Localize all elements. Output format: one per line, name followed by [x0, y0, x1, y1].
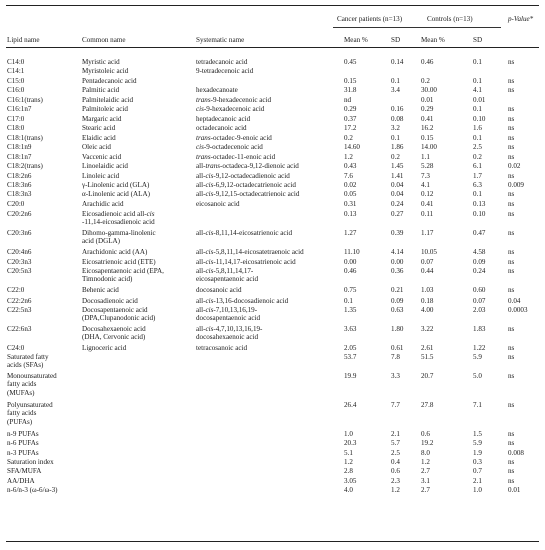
pvalue-cell: ns [508, 134, 515, 142]
common-name-cell: Oleic acid [82, 143, 111, 151]
cancer-sd-cell: 4.14 [391, 248, 404, 256]
pvalue-cell: ns [508, 190, 515, 198]
systematic-name-cell: trans-octadec-11-enoic acid [196, 153, 276, 161]
control-sd-cell: 0.10 [473, 115, 486, 123]
control-mean-cell: 0.46 [421, 58, 434, 66]
cancer-mean-cell: 7.6 [344, 172, 353, 180]
group-header-cancer: Cancer patients (n=13) [337, 15, 403, 23]
control-sd-cell: 0.60 [473, 286, 486, 294]
systematic-name-cell: eicosanoic acid [196, 200, 240, 208]
summary-label-cell: n-6 PUFAs [7, 439, 39, 447]
control-mean-cell: 8.0 [421, 449, 430, 457]
lipid-name-cell: C22:5n3 [7, 306, 32, 314]
header-pvalue: p-Value* [508, 15, 534, 23]
cancer-mean-cell: 1.2 [344, 458, 353, 466]
lipid-name-cell: C18:3n3 [7, 190, 32, 198]
summary-label-cell: Saturated fatty acids (SFAs) [7, 353, 49, 370]
pvalue-cell: ns [508, 229, 515, 237]
common-name-cell: Stearic acid [82, 124, 116, 132]
cancer-sd-cell: 1.2 [391, 486, 400, 494]
lipid-name-cell: C20:3n3 [7, 258, 32, 266]
pvalue-cell: 0.04 [508, 297, 521, 305]
cancer-mean-cell: 0.29 [344, 105, 357, 113]
control-sd-cell: 0.1 [473, 77, 482, 85]
cancer-sd-cell: 1.45 [391, 162, 404, 170]
summary-label-cell: SFA/MUFA [7, 467, 42, 475]
cancer-mean-cell: 3.05 [344, 477, 357, 485]
common-name-cell: Vaccenic acid [82, 153, 122, 161]
cancer-sd-cell: 0.63 [391, 306, 404, 314]
control-sd-cell: 1.22 [473, 344, 486, 352]
control-mean-cell: 2.7 [421, 486, 430, 494]
cancer-mean-cell: 0.2 [344, 134, 353, 142]
pvalue-cell: ns [508, 430, 515, 438]
cancer-mean-cell: 20.3 [344, 439, 357, 447]
pvalue-cell: ns [508, 325, 515, 333]
control-sd-cell: 0.10 [473, 210, 486, 218]
cancer-sd-cell: 3.4 [391, 86, 400, 94]
control-sd-cell: 1.0 [473, 486, 482, 494]
pvalue-cell: ns [508, 172, 515, 180]
header-rule [6, 47, 539, 48]
cancer-mean-cell: 1.27 [344, 229, 357, 237]
pvalue-cell: 0.0003 [508, 306, 528, 314]
pvalue-cell: ns [508, 439, 515, 447]
cancer-sd-cell: 0.36 [391, 267, 404, 275]
systematic-name-cell: all-cis-4,7,10,13,16,19- docosahexaenoic acid [196, 325, 263, 342]
control-sd-cell: 5.9 [473, 353, 482, 361]
cancer-mean-cell: 53.7 [344, 353, 357, 361]
lipid-name-cell: C16:1(trans) [7, 96, 43, 104]
lipid-name-cell: C15:0 [7, 77, 25, 85]
pvalue-cell: ns [508, 58, 515, 66]
common-name-cell: Arachidic acid [82, 200, 124, 208]
control-sd-cell: 2.03 [473, 306, 486, 314]
cancer-sd-cell: 0.1 [391, 77, 400, 85]
lipid-name-cell: C14:1 [7, 67, 25, 75]
control-mean-cell: 2.61 [421, 344, 434, 352]
cancer-mean-cell: 0.1 [344, 297, 353, 305]
header-cancer-sd: SD [391, 36, 401, 44]
systematic-name-cell: cis-9-hexadecenoic acid [196, 105, 265, 113]
pvalue-cell: ns [508, 200, 515, 208]
control-mean-cell: 0.41 [421, 115, 434, 123]
cancer-mean-cell: 0.37 [344, 115, 357, 123]
cancer-sd-cell: 0.6 [391, 467, 400, 475]
pvalue-cell: ns [508, 210, 515, 218]
cancer-sd-cell: 0.08 [391, 115, 404, 123]
systematic-name-cell: all-cis-5,8,11,14,17- eicosapentaenoic acid [196, 267, 259, 284]
control-sd-cell: 0.09 [473, 258, 486, 266]
pvalue-cell: ns [508, 115, 515, 123]
header-common-name: Common name [82, 36, 126, 44]
control-sd-cell: 0.47 [473, 229, 486, 237]
cancer-sd-cell: 0.14 [391, 58, 404, 66]
cancer-mean-cell: 0.43 [344, 162, 357, 170]
cancer-mean-cell: 2.8 [344, 467, 353, 475]
cancer-sd-cell: 1.80 [391, 325, 404, 333]
control-mean-cell: 10.05 [421, 248, 437, 256]
control-sd-cell: 1.83 [473, 325, 486, 333]
lipid-name-cell: C18:2n6 [7, 172, 32, 180]
control-mean-cell: 4.1 [421, 181, 430, 189]
pvalue-cell: ns [508, 286, 515, 294]
common-name-cell: Palmitic acid [82, 86, 120, 94]
control-sd-cell: 5.0 [473, 372, 482, 380]
cancer-sd-cell: 0.1 [391, 134, 400, 142]
systematic-name-cell: heptadecanoic acid [196, 115, 251, 123]
control-sd-cell: 0.2 [473, 153, 482, 161]
lipid-name-cell: C20:5n3 [7, 267, 32, 275]
cancer-mean-cell: 14.60 [344, 143, 360, 151]
control-sd-cell: 0.7 [473, 467, 482, 475]
cancer-mean-cell: 0.46 [344, 267, 357, 275]
control-sd-cell: 0.3 [473, 458, 482, 466]
cancer-mean-cell: 0.02 [344, 181, 357, 189]
systematic-name-cell: docosanoic acid [196, 286, 242, 294]
cancer-sd-cell: 0.00 [391, 258, 404, 266]
common-name-cell: Pentadecanoic acid [82, 77, 137, 85]
control-mean-cell: 0.6 [421, 430, 430, 438]
control-mean-cell: 1.1 [421, 153, 430, 161]
cancer-sd-cell: 5.7 [391, 439, 400, 447]
lipid-name-cell: C22:6n3 [7, 325, 32, 333]
pvalue-cell: ns [508, 353, 515, 361]
lipid-name-cell: C18:1n9 [7, 143, 32, 151]
common-name-cell: α-Linolenic acid (ALA) [82, 190, 150, 198]
control-mean-cell: 1.2 [421, 458, 430, 466]
pvalue-cell: ns [508, 372, 515, 380]
control-sd-cell: 0.01 [473, 96, 486, 104]
cancer-mean-cell: 11.10 [344, 248, 360, 256]
common-name-cell: Elaidic acid [82, 134, 116, 142]
common-name-cell: Myristoleic acid [82, 67, 129, 75]
control-sd-cell: 6.3 [473, 181, 482, 189]
control-sd-cell: 6.1 [473, 162, 482, 170]
control-sd-cell: 4.1 [473, 86, 482, 94]
cancer-mean-cell: 3.63 [344, 325, 357, 333]
systematic-name-cell: all-cis-7,10,13,16,19- docosapentaenoic acid [196, 306, 261, 323]
lipid-name-cell: C22:2n6 [7, 297, 32, 305]
control-mean-cell: 51.5 [421, 353, 434, 361]
systematic-name-cell: 9-tetradecenoic acid [196, 67, 254, 75]
control-mean-cell: 19.2 [421, 439, 434, 447]
control-sd-cell: 0.1 [473, 190, 482, 198]
control-sd-cell: 4.58 [473, 248, 486, 256]
systematic-name-cell: octadecanoic acid [196, 124, 247, 132]
pvalue-cell: ns [508, 105, 515, 113]
top-rule [6, 5, 539, 6]
control-mean-cell: 0.12 [421, 190, 434, 198]
cancer-mean-cell: 4.0 [344, 486, 353, 494]
cancer-sd-cell: 2.3 [391, 477, 400, 485]
cancer-sd-cell: 0.16 [391, 105, 404, 113]
lipid-name-cell: C20:4n6 [7, 248, 32, 256]
control-sd-cell: 7.1 [473, 401, 482, 409]
summary-label-cell: AA/DHA [7, 477, 35, 485]
cancer-mean-cell: 17.2 [344, 124, 357, 132]
systematic-name-cell: tetracosanoic acid [196, 344, 248, 352]
common-name-cell: Myristic acid [82, 58, 120, 66]
header-control-sd: SD [473, 36, 483, 44]
pvalue-cell: ns [508, 124, 515, 132]
systematic-name-cell: all-cis-11,14,17-eicosatrienoic acid [196, 258, 296, 266]
cancer-mean-cell: 1.0 [344, 430, 353, 438]
lipid-name-cell: C18:2(trans) [7, 162, 43, 170]
header-systematic-name: Systematic name [196, 36, 245, 44]
cancer-sd-cell: 0.4 [391, 458, 400, 466]
cancer-mean-cell: 2.05 [344, 344, 357, 352]
cancer-sd-cell: 0.09 [391, 297, 404, 305]
cancer-mean-cell: 19.9 [344, 372, 357, 380]
common-name-cell: γ-Linolenic acid (GLA) [82, 181, 150, 189]
control-mean-cell: 0.2 [421, 77, 430, 85]
header-lipid-name: Lipid name [7, 36, 40, 44]
systematic-name-cell: all-cis-8,11,14-eicosatrienoic acid [196, 229, 293, 237]
cancer-sd-cell: 2.1 [391, 430, 400, 438]
pvalue-cell: ns [508, 77, 515, 85]
cancer-mean-cell: 1.35 [344, 306, 357, 314]
summary-label-cell: n-3 PUFAs [7, 449, 39, 457]
cancer-sd-cell: 0.04 [391, 181, 404, 189]
systematic-name-cell: all-trans-octadeca-9,12-dienoic acid [196, 162, 299, 170]
pvalue-cell: 0.01 [508, 486, 521, 494]
control-sd-cell: 0.1 [473, 58, 482, 66]
control-mean-cell: 0.29 [421, 105, 434, 113]
control-sd-cell: 0.1 [473, 105, 482, 113]
cancer-mean-cell: 1.2 [344, 153, 353, 161]
systematic-name-cell: trans-octadec-9-enoic acid [196, 134, 272, 142]
control-sd-cell: 0.24 [473, 267, 486, 275]
lipid-name-cell: C20:0 [7, 200, 25, 208]
cancer-mean-cell: 0.05 [344, 190, 357, 198]
control-sd-cell: 0.1 [473, 134, 482, 142]
common-name-cell: Eicosadienoic acid all-cis -11,14-eicosadienoic acid [82, 210, 155, 227]
control-mean-cell: 14.00 [421, 143, 437, 151]
cancer-mean-cell: 0.31 [344, 200, 357, 208]
systematic-name-cell: all-cis-9,12,15-octadecatrienoic acid [196, 190, 300, 198]
common-name-cell: Lignoceric acid [82, 344, 127, 352]
lipid-name-cell: C18:3n6 [7, 181, 32, 189]
pvalue-cell: ns [508, 267, 515, 275]
cancer-sd-cell: 3.3 [391, 372, 400, 380]
control-group-rule [418, 27, 501, 28]
cancer-sd-cell: 1.41 [391, 172, 404, 180]
common-name-cell: Palmitoleic acid [82, 105, 128, 113]
lipid-name-cell: C18:1(trans) [7, 134, 43, 142]
control-sd-cell: 5.9 [473, 439, 482, 447]
pvalue-cell: ns [508, 248, 515, 256]
pvalue-cell: ns [508, 86, 515, 94]
common-name-cell: Eicosatrienoic acid (ETE) [82, 258, 156, 266]
control-mean-cell: 3.22 [421, 325, 434, 333]
common-name-cell: Behenic acid [82, 286, 119, 294]
control-mean-cell: 0.44 [421, 267, 434, 275]
cancer-sd-cell: 0.61 [391, 344, 404, 352]
common-name-cell: Margaric acid [82, 115, 122, 123]
cancer-sd-cell: 0.21 [391, 286, 404, 294]
common-name-cell: Docosapentaenoic acid (DPA,Clupanodonic acid) [82, 306, 156, 323]
bottom-rule [6, 541, 539, 542]
summary-label-cell: n-6/n-3 (ω-6/ω-3) [7, 486, 58, 494]
cancer-sd-cell: 7.7 [391, 401, 400, 409]
cancer-mean-cell: 0.15 [344, 77, 357, 85]
cancer-sd-cell: 0.04 [391, 190, 404, 198]
common-name-cell: Docosadienoic acid [82, 297, 138, 305]
control-mean-cell: 5.28 [421, 162, 434, 170]
cancer-mean-cell: 5.1 [344, 449, 353, 457]
pvalue-cell: ns [508, 344, 515, 352]
cancer-mean-cell: nd [344, 96, 352, 104]
control-sd-cell: 1.6 [473, 124, 482, 132]
lipid-name-cell: C17:0 [7, 115, 25, 123]
control-mean-cell: 0.15 [421, 134, 434, 142]
systematic-name-cell: all-cis-9,12-octadecadienoic acid [196, 172, 290, 180]
lipid-name-cell: C22:0 [7, 286, 25, 294]
common-name-cell: Docosahexaenoic acid (DHA, Cervonic acid) [82, 325, 146, 342]
systematic-name-cell: cis-9-octadecenoic acid [196, 143, 263, 151]
control-sd-cell: 2.1 [473, 477, 482, 485]
summary-label-cell: Polyunsaturated fatty acids (PUFAs) [7, 401, 53, 426]
systematic-name-cell: all-cis-5,8,11,14-eicosatetraenoic acid [196, 248, 304, 256]
common-name-cell: Dihomo-gamma-linolenic acid (DGLA) [82, 229, 156, 246]
control-mean-cell: 1.03 [421, 286, 434, 294]
common-name-cell: Arachidonic acid (AA) [82, 248, 148, 256]
cancer-mean-cell: 0.00 [344, 258, 357, 266]
systematic-name-cell: hexadecanoate [196, 86, 238, 94]
systematic-name-cell: trans-9-hexadecenoic acid [196, 96, 272, 104]
pvalue-cell: 0.009 [508, 181, 524, 189]
pvalue-cell: 0.008 [508, 449, 524, 457]
header-control-mean: Mean % [421, 36, 445, 44]
control-sd-cell: 2.5 [473, 143, 482, 151]
lipid-name-cell: C14:0 [7, 58, 25, 66]
control-mean-cell: 1.17 [421, 229, 434, 237]
control-mean-cell: 4.00 [421, 306, 434, 314]
lipid-name-cell: C18:0 [7, 124, 25, 132]
lipid-name-cell: C20:3n6 [7, 229, 32, 237]
common-name-cell: Palmitelaidic acid [82, 96, 134, 104]
cancer-sd-cell: 1.86 [391, 143, 404, 151]
control-mean-cell: 27.8 [421, 401, 434, 409]
pvalue-cell: 0.02 [508, 162, 521, 170]
control-mean-cell: 7.3 [421, 172, 430, 180]
control-mean-cell: 30.00 [421, 86, 437, 94]
systematic-name-cell: all-cis-13,16-docosadienoic acid [196, 297, 289, 305]
cancer-mean-cell: 0.13 [344, 210, 357, 218]
pvalue-cell: ns [508, 153, 515, 161]
control-sd-cell: 0.13 [473, 200, 486, 208]
control-mean-cell: 0.41 [421, 200, 434, 208]
lipid-name-cell: C18:1n7 [7, 153, 32, 161]
pvalue-cell: ns [508, 401, 515, 409]
systematic-name-cell: all-cis-6,9,12-octadecatrienoic acid [196, 181, 296, 189]
control-mean-cell: 20.7 [421, 372, 434, 380]
group-header-controls: Controls (n=13) [427, 15, 473, 23]
control-sd-cell: 1.9 [473, 449, 482, 457]
lipid-name-cell: C16:1n7 [7, 105, 32, 113]
control-mean-cell: 3.1 [421, 477, 430, 485]
cancer-mean-cell: 31.8 [344, 86, 357, 94]
pvalue-cell: ns [508, 143, 515, 151]
summary-label-cell: Monounsaturated fatty acids (MUFAs) [7, 372, 57, 397]
header-cancer-mean: Mean % [344, 36, 368, 44]
pvalue-cell: ns [508, 258, 515, 266]
control-sd-cell: 0.07 [473, 297, 486, 305]
systematic-name-cell: tetradecanoic acid [196, 58, 248, 66]
pvalue-cell: ns [508, 458, 515, 466]
common-name-cell: Linoleic acid [82, 172, 120, 180]
control-mean-cell: 0.18 [421, 297, 434, 305]
cancer-sd-cell: 3.2 [391, 124, 400, 132]
cancer-mean-cell: 26.4 [344, 401, 357, 409]
summary-label-cell: Saturation index [7, 458, 54, 466]
pvalue-cell: ns [508, 467, 515, 475]
control-sd-cell: 1.7 [473, 172, 482, 180]
control-mean-cell: 0.01 [421, 96, 434, 104]
cancer-mean-cell: 0.75 [344, 286, 357, 294]
cancer-sd-cell: 7.8 [391, 353, 400, 361]
common-name-cell: Linoelaidic acid [82, 162, 128, 170]
lipid-name-cell: C20:2n6 [7, 210, 32, 218]
cancer-sd-cell: 0.24 [391, 200, 404, 208]
control-mean-cell: 2.7 [421, 467, 430, 475]
control-mean-cell: 0.07 [421, 258, 434, 266]
lipid-name-cell: C16:0 [7, 86, 25, 94]
cancer-sd-cell: 0.27 [391, 210, 404, 218]
pvalue-cell: ns [508, 477, 515, 485]
cancer-mean-cell: 0.45 [344, 58, 357, 66]
control-sd-cell: 1.5 [473, 430, 482, 438]
common-name-cell: Eicosapentaenoic acid (EPA, Timnodonic acid) [82, 267, 164, 284]
control-mean-cell: 0.11 [421, 210, 434, 218]
cancer-sd-cell: 2.5 [391, 449, 400, 457]
cancer-sd-cell: 0.2 [391, 153, 400, 161]
cancer-sd-cell: 0.39 [391, 229, 404, 237]
lipid-name-cell: C24:0 [7, 344, 25, 352]
summary-label-cell: n-9 PUFAs [7, 430, 39, 438]
control-mean-cell: 16.2 [421, 124, 434, 132]
